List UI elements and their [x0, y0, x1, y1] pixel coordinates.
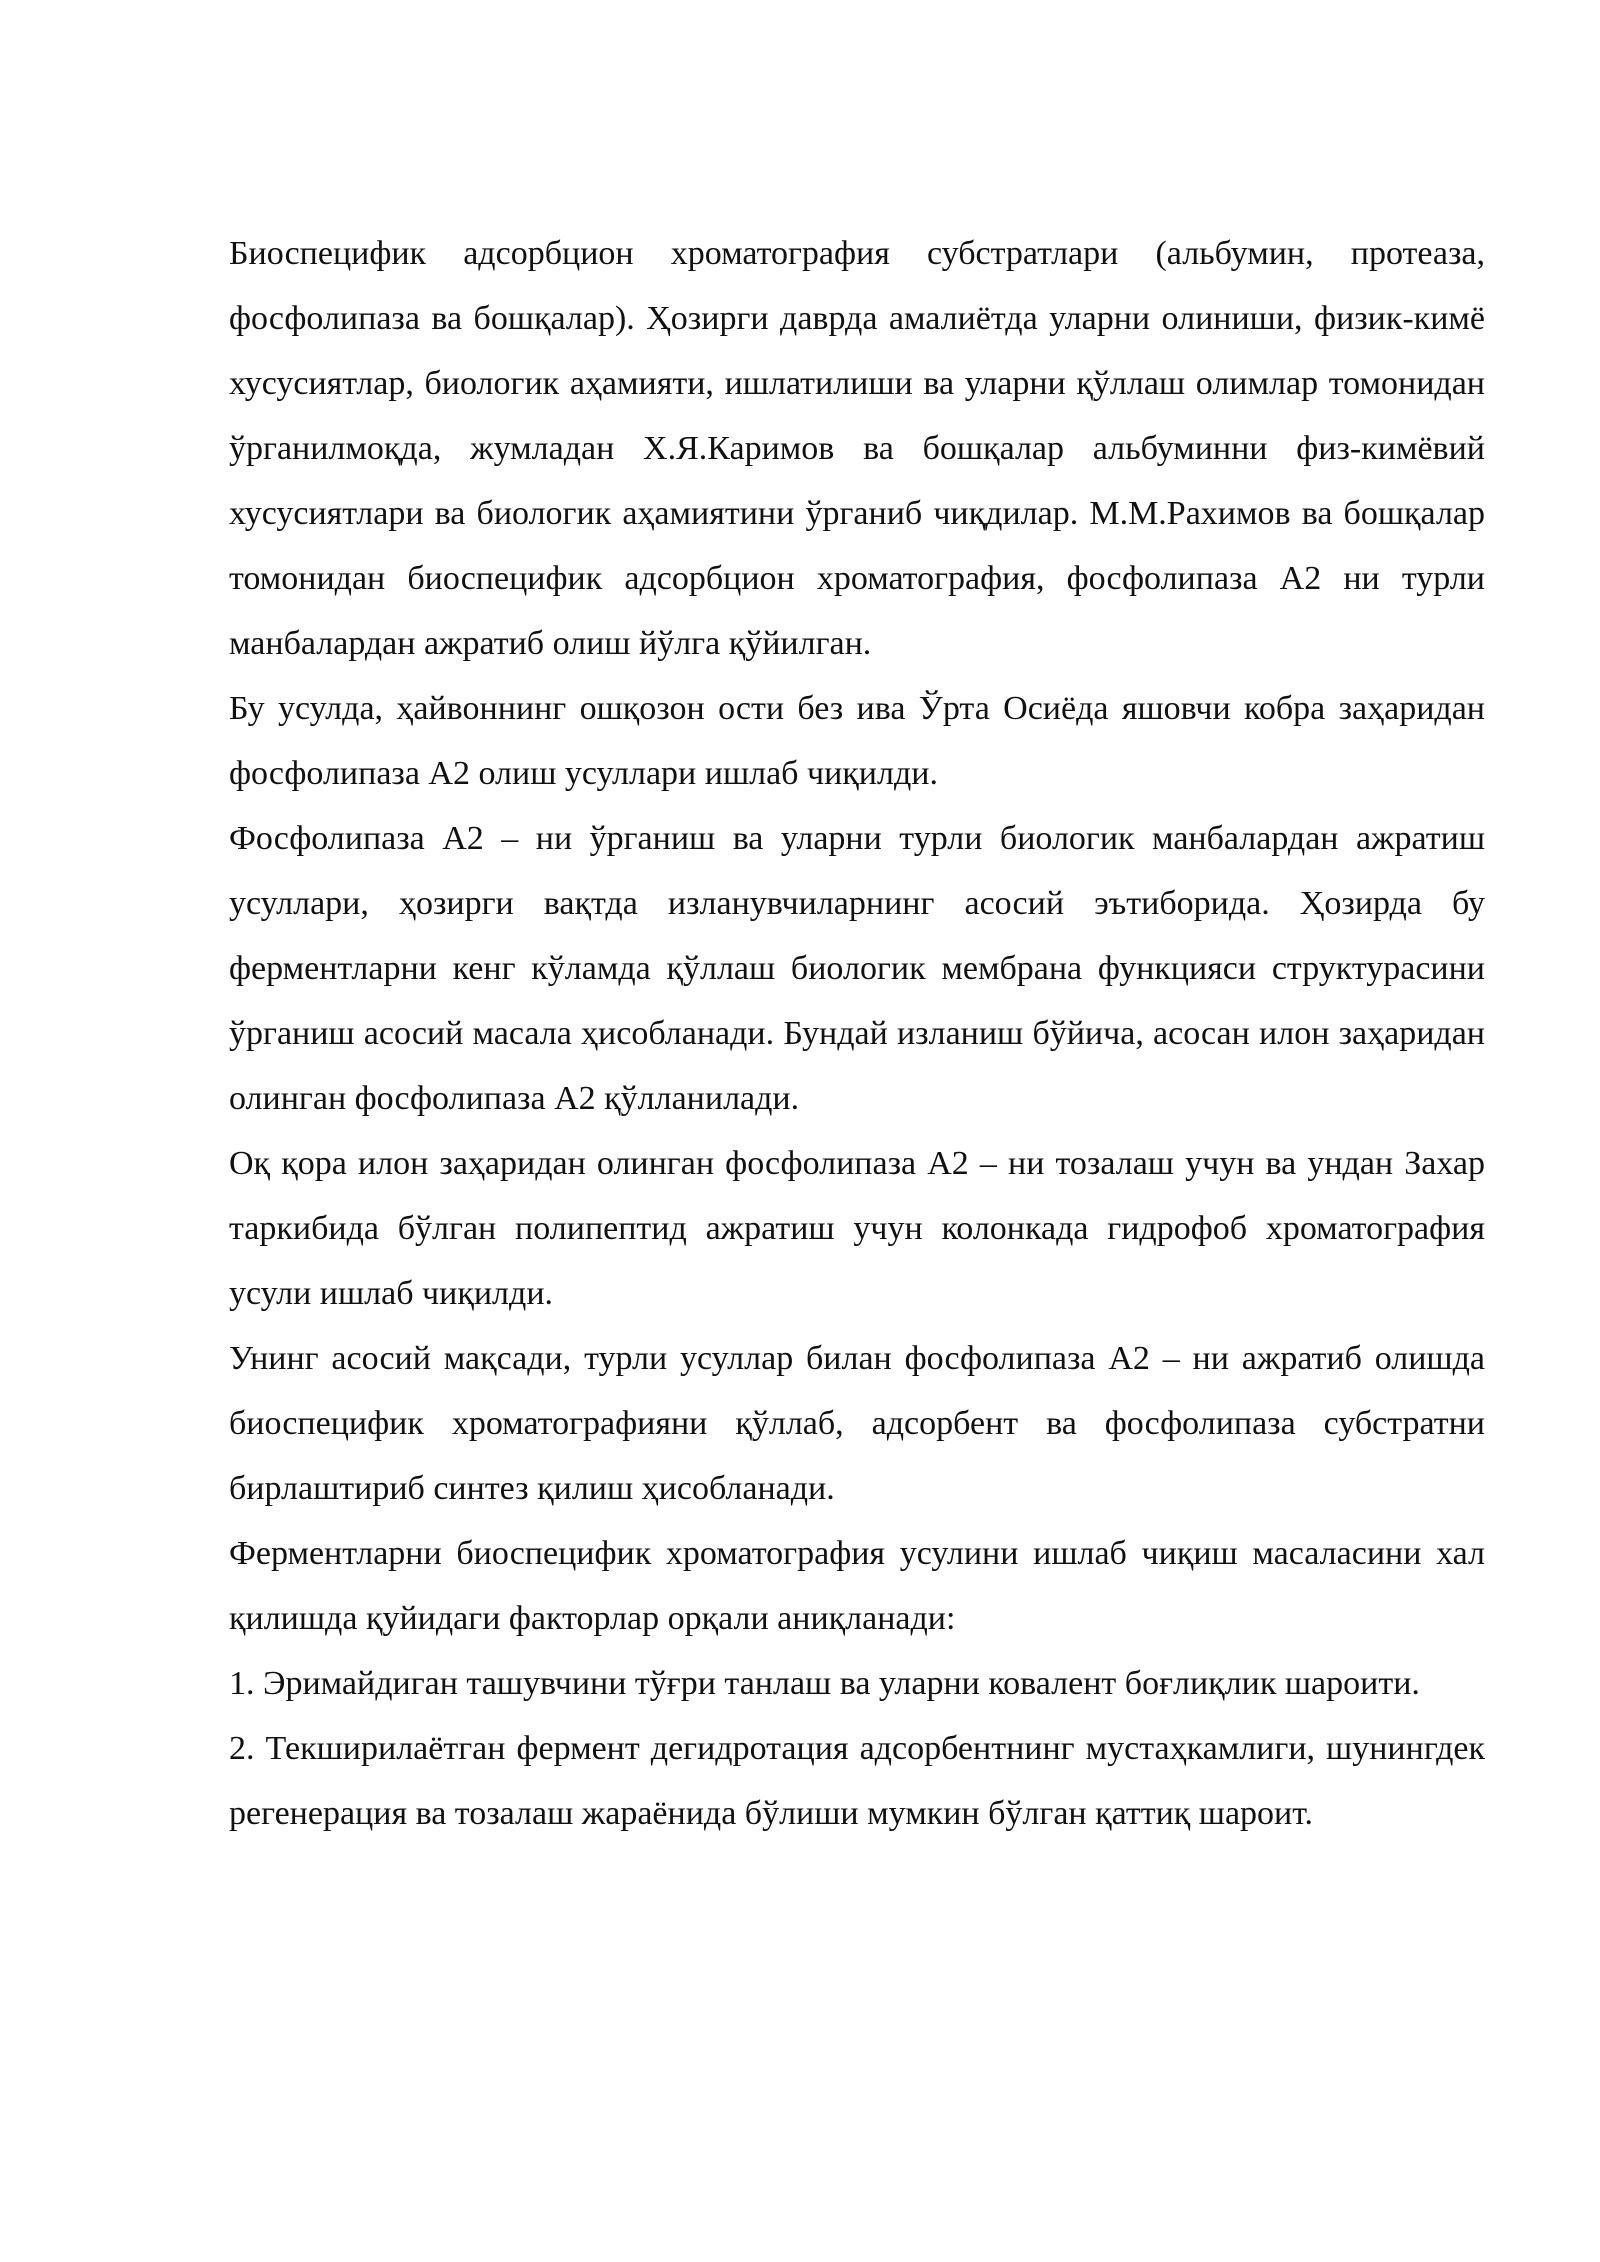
list-item-factor-1: 1. Эримайдиган ташувчини тўғри танлаш ва уларни ковалент боғлиқлик шароити. [229, 1665, 1420, 1702]
list-item-factor-2: 2. Текширилаётган фермент дегидротация адсорбентнинг мустаҳкамлиги, шунингдек регенерация ва тозалаш жараёнида бўлиши мумкин бўлган қаттиқ шароит. [229, 1730, 1485, 1832]
paragraph-factors-intro: Ферментларни биоспецифик хроматография усулини ишлаб чиқиш масаласини хал қилишда қуйидаги факторлар орқали аниқланади: [229, 1535, 1485, 1637]
paragraph-hydrophobic-chromatography: Оқ қора илон заҳаридан олинган фосфолипаза А2 – ни тозалаш учун ва ундан Захар таркибида бўлган полипептид ажратиш учун колонкада гидрофоб хроматография усули ишлаб чиқилди. [229, 1145, 1485, 1312]
document-page [229, 221, 1485, 1846]
paragraph-cobra-venom-method: Бу усулда, ҳайвоннинг ошқозон ости без ива Ўрта Осиёда яшовчи кобра заҳаридан фосфолипаза А2 олиш усуллари ишлаб чиқилди. [229, 690, 1485, 792]
paragraph-substrates: Биоспецифик адсорбцион хроматография субстратлари (альбумин, протеаза, фосфолипаза ва бошқалар). Ҳозирги даврда амалиётда уларни олиниши, физик-кимё хусусиятлар, биологик аҳамияти, ишлатилиши ва уларни қўллаш олимлар томонидан ўрганилмоқда, жумладан Х.Я.Каримов ва бошқалар альбуминни физ-кимёвий хусусиятлари ва биологик аҳамиятини ўрганиб чиқдилар. М.М.Рахимов ва бошқалар томонидан биоспецифик адсорбцион хроматография, фосфолипаза А2 ни турли манбалардан ажратиб олиш йўлга қўйилган. [229, 235, 1485, 662]
paragraph-phospholipase-study: Фосфолипаза А2 – ни ўрганиш ва уларни турли биологик манбалардан ажратиш усуллари, ҳозирги вақтда изланувчиларнинг асосий эътиборида. Ҳозирда бу ферментларни кенг кўламда қўллаш биологик мембрана функцияси структурасини ўрганиш асосий масала ҳисобланади. Бундай изланиш бўйича, асосан илон заҳаридан олинган фосфолипаза А2 қўлланилади. [229, 820, 1485, 1117]
paragraph-main-goal: Унинг асосий мақсади, турли усуллар билан фосфолипаза А2 – ни ажратиб олишда биоспецифик хроматографияни қўллаб, адсорбент ва фосфолипаза субстратни бирлаштириб синтез қилиш ҳисобланади. [229, 1340, 1485, 1507]
